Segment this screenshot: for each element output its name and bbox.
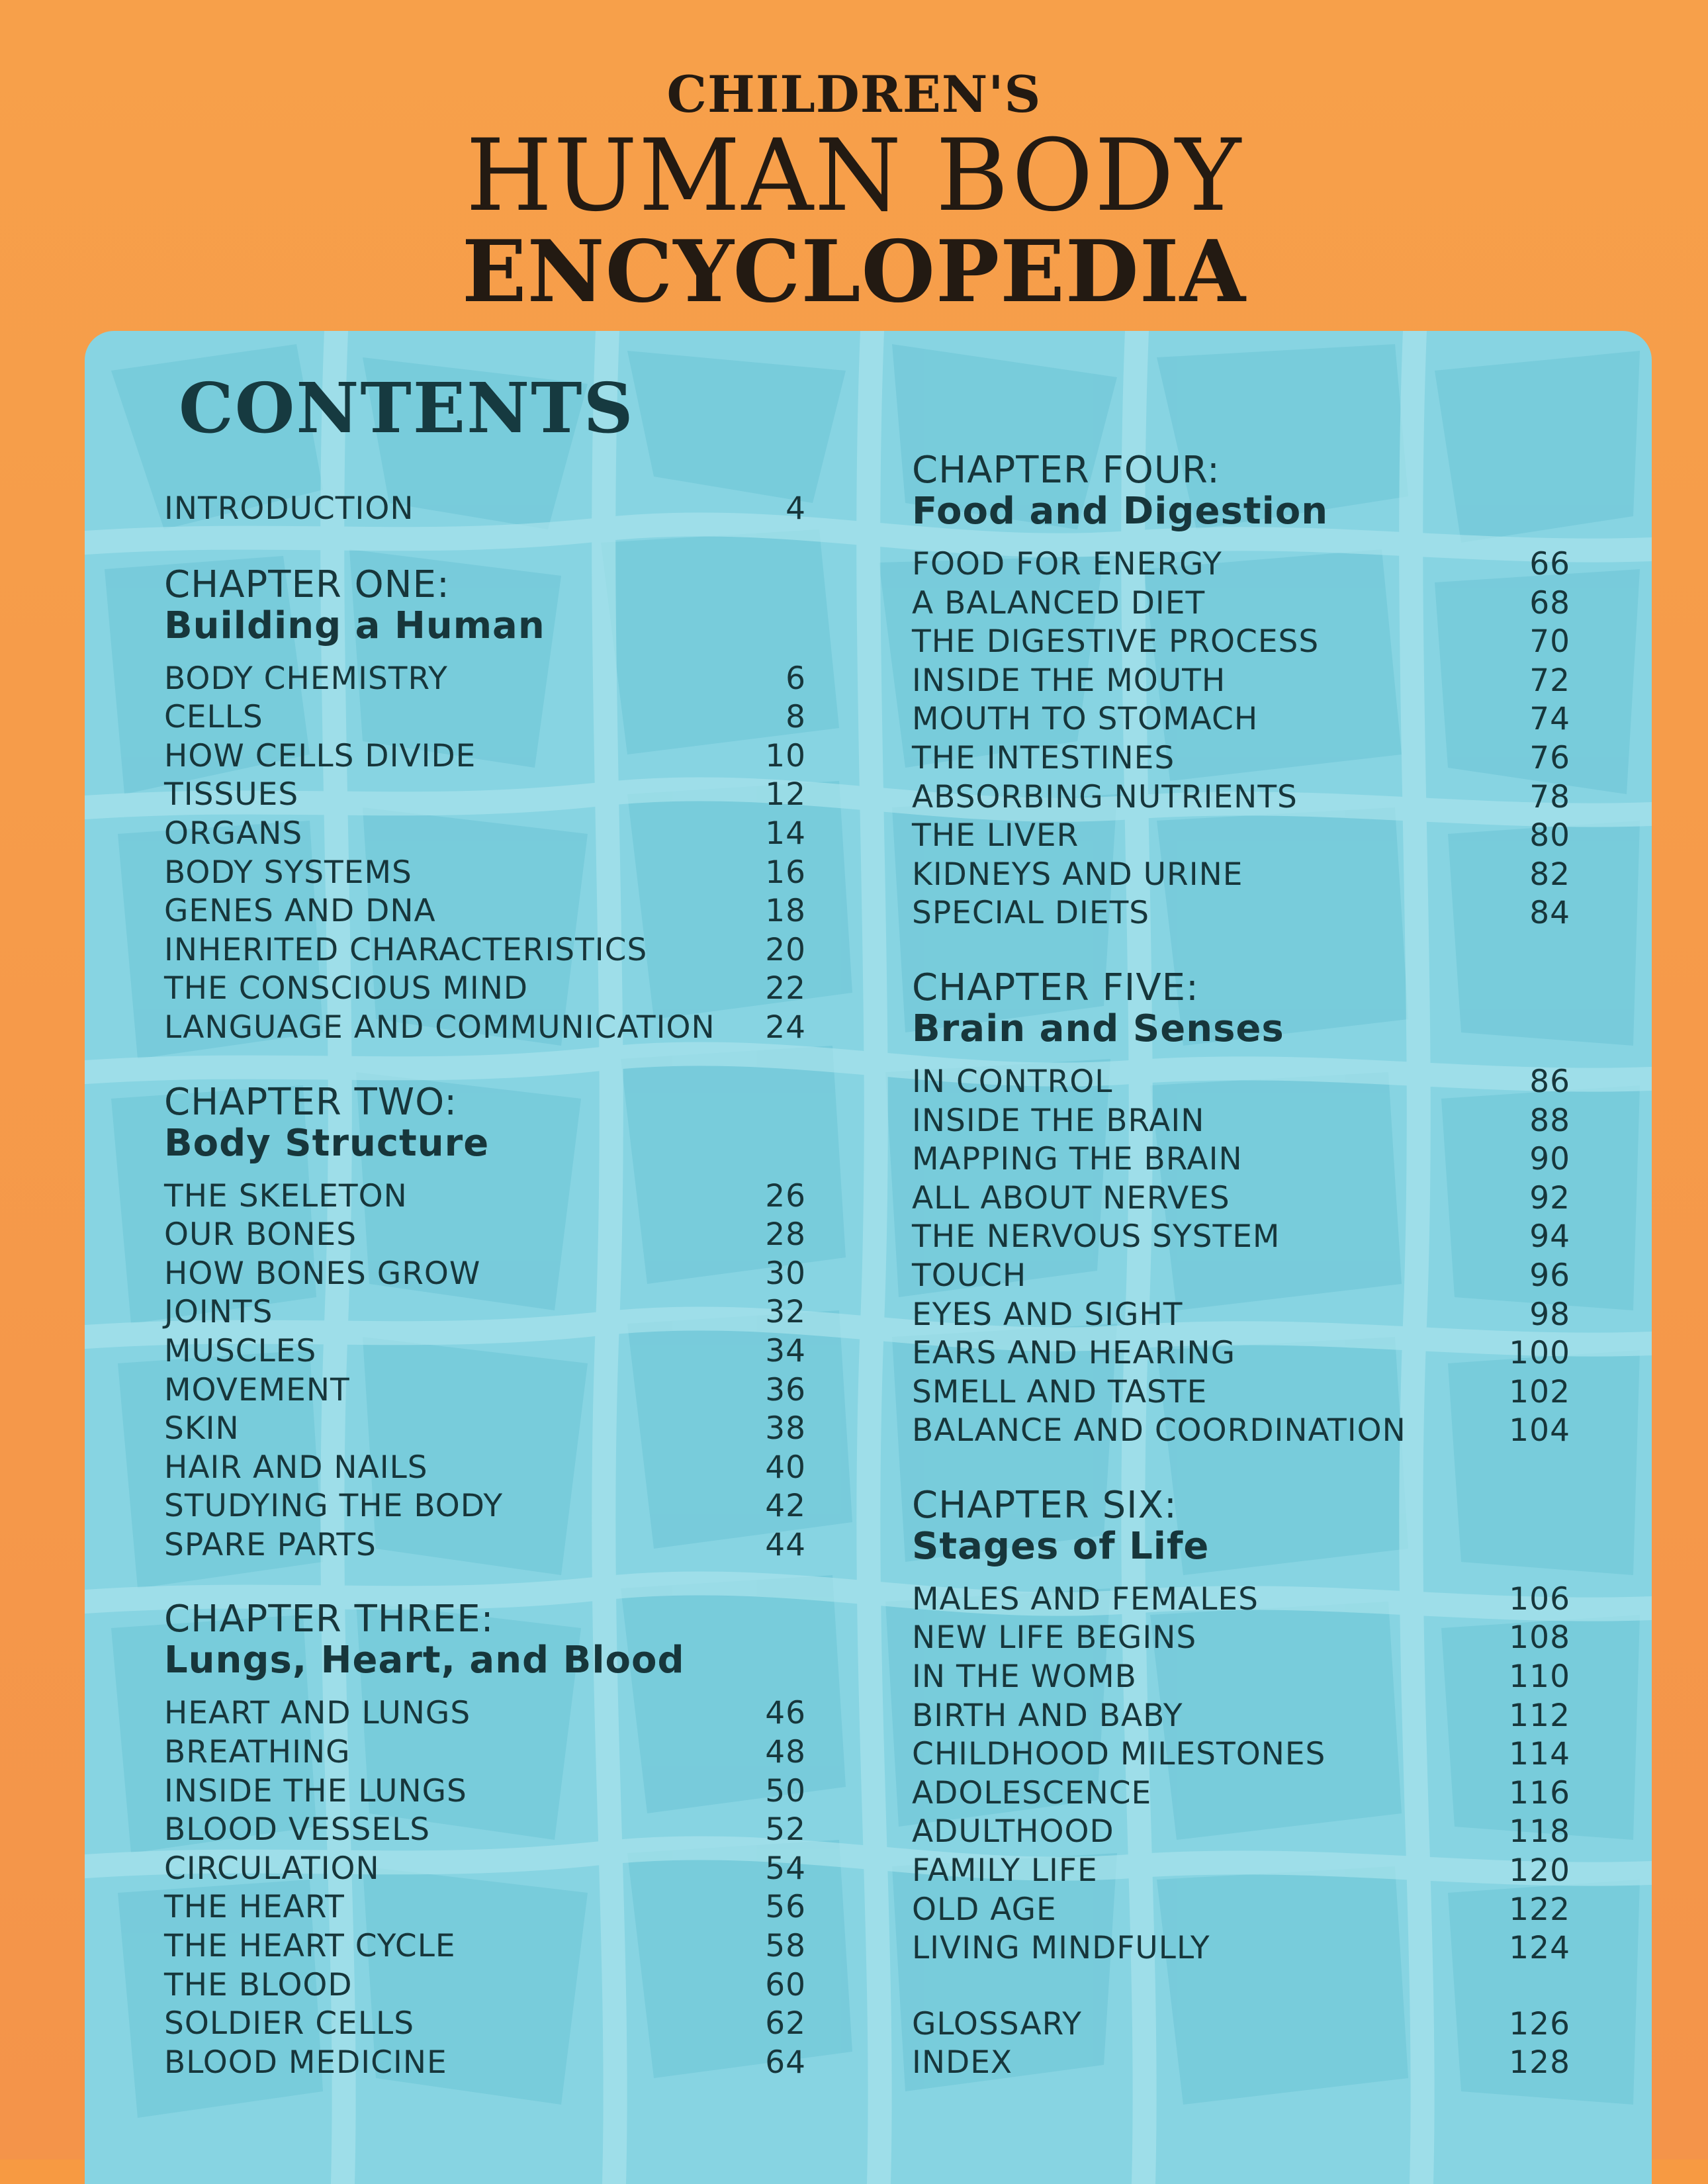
book-title-line2: HUMAN BODY	[465, 118, 1243, 234]
toc-entry-label: IN CONTROL	[912, 1063, 1113, 1100]
toc-entry-label: MOVEMENT	[164, 1371, 350, 1408]
toc-entry	[164, 815, 806, 854]
toc-entry-page: 28	[765, 1216, 806, 1253]
toc-entry-page: 60	[765, 1966, 806, 2003]
toc-entry-page: 90	[1529, 1141, 1570, 1178]
toc-entry-page: 76	[1529, 739, 1570, 776]
toc-entry-label: BREATHING	[164, 1734, 351, 1771]
toc-entry	[912, 1140, 1570, 1179]
toc-entry-page: 126	[1509, 2005, 1570, 2042]
toc-entry-label: EARS AND HEARING	[912, 1335, 1236, 1372]
chapter-number: CHAPTER FOUR:	[912, 449, 1220, 492]
toc-entry-label: MUSCLES	[164, 1332, 317, 1369]
book-title-line1: CHILDREN'S	[666, 65, 1042, 124]
toc-entry-page: 98	[1529, 1296, 1570, 1333]
toc-entry-page: 10	[765, 737, 806, 774]
toc-entry-label: INSIDE THE MOUTH	[912, 662, 1226, 699]
end-matter	[912, 2005, 1570, 2083]
toc-entry-page: 6	[786, 660, 806, 697]
toc-entry-page: 116	[1509, 1774, 1570, 1811]
toc-entry	[912, 1179, 1570, 1218]
toc-entry	[164, 2044, 806, 2083]
chapter-three	[164, 1599, 806, 2082]
toc-entry	[164, 1966, 806, 2005]
toc-entry-label: THE DIGESTIVE PROCESS	[912, 623, 1320, 660]
toc-entry-page: 80	[1529, 817, 1570, 854]
toc-entry-page: 128	[1509, 2044, 1570, 2081]
toc-entry	[912, 1296, 1570, 1335]
toc-entry-label: NEW LIFE BEGINS	[912, 1619, 1197, 1657]
toc-entry-introduction	[164, 490, 806, 529]
toc-entry-label: SPECIAL DIETS	[912, 895, 1150, 932]
toc-entry-page: 96	[1529, 1257, 1570, 1294]
toc-entry-page: 84	[1529, 895, 1570, 932]
toc-entry-page: 74	[1529, 701, 1570, 738]
toc-entry	[164, 1255, 806, 1294]
toc-entry-label: THE INTESTINES	[912, 739, 1175, 776]
toc-entry-label: THE SKELETON	[164, 1177, 408, 1214]
toc-entry	[912, 1412, 1570, 1451]
toc-entry-page: 82	[1529, 856, 1570, 893]
chapter-name: Food and Digestion	[912, 490, 1329, 533]
toc-entry-page: 118	[1509, 1813, 1570, 1850]
toc-entry-label: BALANCE AND COORDINATION	[912, 1412, 1406, 1449]
toc-entry	[164, 1888, 806, 1927]
toc-entry	[164, 1487, 806, 1526]
chapter-number: CHAPTER THREE:	[164, 1598, 494, 1641]
toc-entry-page: 88	[1529, 1102, 1570, 1139]
toc-entry-page: 34	[765, 1332, 806, 1369]
toc-entry-label: BLOOD VESSELS	[164, 1811, 431, 1848]
toc-entry-page: 48	[765, 1734, 806, 1771]
toc-entry-label: SOLDIER CELLS	[164, 2005, 415, 2042]
toc-entry	[164, 970, 806, 1009]
toc-entry-page: 68	[1529, 584, 1570, 621]
toc-entry-label: THE LIVER	[912, 817, 1079, 854]
toc-entry	[164, 854, 806, 893]
toc-entry	[164, 698, 806, 737]
chapter-name: Stages of Life	[912, 1524, 1210, 1568]
toc-entry-page: 70	[1529, 623, 1570, 660]
toc-entry	[164, 1811, 806, 1850]
toc-entry-page: 26	[765, 1177, 806, 1214]
toc-entry-label: INSIDE THE BRAIN	[912, 1102, 1205, 1139]
toc-entry-label: OLD AGE	[912, 1891, 1057, 1928]
chapter-one	[164, 565, 806, 1048]
toc-entry-label: MAPPING THE BRAIN	[912, 1141, 1243, 1178]
toc-entry	[164, 1177, 806, 1216]
toc-entry	[164, 1009, 806, 1048]
contents-heading: CONTENTS	[179, 367, 635, 449]
toc-entry-page: 112	[1509, 1697, 1570, 1734]
toc-entry-page: 32	[765, 1294, 806, 1331]
toc-entry-page: 44	[765, 1526, 806, 1563]
toc-entry-page: 8	[786, 699, 806, 736]
toc-entry-page: 24	[765, 1009, 806, 1046]
chapter-number: CHAPTER SIX:	[912, 1483, 1177, 1527]
toc-entry-label: CIRCULATION	[164, 1850, 380, 1887]
toc-entry	[912, 1852, 1570, 1891]
toc-entry-label: FOOD FOR ENERGY	[912, 546, 1222, 582]
toc-entry	[164, 892, 806, 931]
chapter-two	[164, 1082, 806, 1565]
toc-entry-page: 114	[1509, 1736, 1570, 1773]
toc-entry-label: HEART AND LUNGS	[164, 1695, 471, 1732]
toc-entry-label: KIDNEYS AND URINE	[912, 856, 1243, 893]
toc-entry-page: 54	[765, 1850, 806, 1887]
chapter-name: Lungs, Heart, and Blood	[164, 1639, 685, 1682]
toc-entry	[164, 1371, 806, 1410]
toc-entry-label: HAIR AND NAILS	[164, 1449, 428, 1486]
chapter-six	[912, 1485, 1570, 1968]
toc-entry-label: FAMILY LIFE	[912, 1852, 1098, 1889]
toc-entry-page: 18	[765, 893, 806, 930]
toc-entry-label: INSIDE THE LUNGS	[164, 1772, 467, 1809]
toc-entry	[912, 894, 1570, 933]
toc-entry-label: ADOLESCENCE	[912, 1774, 1152, 1811]
toc-entry	[164, 776, 806, 815]
toc-entry	[164, 2005, 806, 2044]
toc-entry	[912, 545, 1570, 584]
toc-entry-page: 14	[765, 815, 806, 852]
toc-entry-label: ADULTHOOD	[912, 1813, 1114, 1850]
toc-entry-page: 86	[1529, 1063, 1570, 1100]
toc-entry	[912, 1257, 1570, 1296]
toc-entry	[912, 739, 1570, 778]
toc-entry-label: INHERITED CHARACTERISTICS	[164, 931, 648, 968]
toc-entry-page: 78	[1529, 778, 1570, 815]
toc-entry-page: 108	[1509, 1619, 1570, 1657]
toc-entry-label: ALL ABOUT NERVES	[912, 1179, 1230, 1216]
toc-entry	[164, 1216, 806, 1255]
chapter-five	[912, 968, 1570, 1451]
toc-entry-label: GENES AND DNA	[164, 893, 436, 930]
toc-entry-page: 22	[765, 970, 806, 1007]
toc-entry-page: 16	[765, 854, 806, 891]
toc-entry	[912, 1774, 1570, 1813]
toc-entry-label: TOUCH	[912, 1257, 1027, 1294]
toc-entry-label: TISSUES	[164, 776, 299, 813]
contents-right-column	[912, 450, 1570, 2083]
toc-entry-label: HOW BONES GROW	[164, 1255, 481, 1292]
toc-entry	[164, 1526, 806, 1565]
toc-entry-label: INDEX	[912, 2044, 1013, 2081]
chapter-name: Building a Human	[164, 604, 545, 647]
toc-entry-label: THE HEART CYCLE	[164, 1928, 456, 1965]
toc-entry	[912, 817, 1570, 856]
chapter-number: CHAPTER ONE:	[164, 563, 450, 606]
toc-entry-page: 110	[1509, 1659, 1570, 1696]
chapter-number: CHAPTER FIVE:	[912, 966, 1199, 1009]
toc-entry	[164, 1733, 806, 1772]
toc-entry-page: 106	[1509, 1580, 1570, 1617]
toc-entry-label: SMELL AND TASTE	[912, 1373, 1208, 1410]
toc-entry	[912, 1580, 1570, 1619]
toc-entry	[164, 1332, 806, 1371]
toc-entry	[164, 1772, 806, 1811]
toc-entry	[912, 1334, 1570, 1373]
toc-entry-label: SPARE PARTS	[164, 1526, 377, 1563]
toc-entry	[912, 1619, 1570, 1658]
toc-entry-label: LANGUAGE AND COMMUNICATION	[164, 1009, 715, 1046]
chapter-four	[912, 450, 1570, 933]
toc-entry-page: 36	[765, 1371, 806, 1408]
toc-entry	[164, 1694, 806, 1733]
chapter-name: Brain and Senses	[912, 1007, 1284, 1050]
toc-entry-label: CELLS	[164, 699, 263, 736]
toc-entry-page: 104	[1509, 1412, 1570, 1449]
toc-entry	[912, 1102, 1570, 1141]
toc-entry	[912, 1373, 1570, 1412]
toc-entry-page: 72	[1529, 662, 1570, 699]
toc-entry-label: BODY CHEMISTRY	[164, 660, 448, 697]
toc-entry-page: 120	[1509, 1852, 1570, 1889]
toc-entry-label: ORGANS	[164, 815, 303, 852]
toc-entry-label: LIVING MINDFULLY	[912, 1930, 1210, 1967]
toc-entry-label: THE NERVOUS SYSTEM	[912, 1218, 1281, 1255]
chapter-name: Body Structure	[164, 1121, 490, 1165]
toc-entry-page: 38	[765, 1410, 806, 1447]
toc-entry-label: BODY SYSTEMS	[164, 854, 412, 891]
toc-entry-page: 64	[765, 2044, 806, 2081]
toc-entry-label: IN THE WOMB	[912, 1659, 1137, 1696]
toc-entry-page: 46	[765, 1695, 806, 1732]
toc-entry-label: MALES AND FEMALES	[912, 1580, 1259, 1617]
toc-entry	[912, 1063, 1570, 1102]
toc-entry	[912, 1891, 1570, 1930]
toc-entry-label: HOW CELLS DIVIDE	[164, 737, 476, 774]
toc-entry-page: 62	[765, 2005, 806, 2042]
toc-entry	[164, 1927, 806, 1966]
toc-entry	[912, 1658, 1570, 1697]
toc-entry-page: 102	[1509, 1373, 1570, 1410]
toc-entry-label: THE HEART	[164, 1889, 345, 1926]
toc-entry-page: 4	[786, 490, 806, 527]
toc-entry	[912, 1735, 1570, 1774]
toc-entry	[164, 931, 806, 970]
toc-entry	[164, 737, 806, 776]
toc-entry-label: ABSORBING NUTRIENTS	[912, 778, 1298, 815]
toc-entry	[912, 700, 1570, 739]
toc-entry-page: 30	[765, 1255, 806, 1292]
toc-entry-index	[912, 2044, 1570, 2083]
toc-entry-page: 20	[765, 931, 806, 968]
toc-entry	[912, 584, 1570, 623]
toc-entry-page: 58	[765, 1928, 806, 1965]
toc-entry-label: STUDYING THE BODY	[164, 1488, 504, 1525]
toc-entry	[912, 778, 1570, 817]
book-title	[0, 65, 1708, 322]
toc-entry-page: 92	[1529, 1179, 1570, 1216]
toc-entry-page: 56	[765, 1889, 806, 1926]
toc-entry-label: A BALANCED DIET	[912, 584, 1206, 621]
book-title-line3: ENCYCLOPEDIA	[462, 222, 1246, 322]
toc-entry-page: 100	[1509, 1335, 1570, 1372]
toc-entry-label: EYES AND SIGHT	[912, 1296, 1183, 1333]
toc-entry-label: BLOOD MEDICINE	[164, 2044, 447, 2081]
toc-entry	[164, 1410, 806, 1449]
toc-entry-label: MOUTH TO STOMACH	[912, 701, 1259, 738]
toc-entry-page: 50	[765, 1772, 806, 1809]
toc-entry	[164, 660, 806, 699]
toc-entry-glossary	[912, 2005, 1570, 2044]
toc-entry-label: JOINTS	[164, 1294, 273, 1331]
toc-entry-page: 40	[765, 1449, 806, 1486]
toc-entry-page: 52	[765, 1811, 806, 1848]
toc-entry	[912, 1218, 1570, 1257]
toc-entry-page: 42	[765, 1488, 806, 1525]
toc-entry	[912, 662, 1570, 701]
toc-entry	[912, 623, 1570, 662]
toc-entry-label: OUR BONES	[164, 1216, 357, 1253]
toc-entry-page: 12	[765, 776, 806, 813]
toc-entry	[912, 1929, 1570, 1968]
toc-entry-label: THE CONSCIOUS MIND	[164, 970, 529, 1007]
chapter-number: CHAPTER TWO:	[164, 1080, 458, 1124]
toc-entry-label: CHILDHOOD MILESTONES	[912, 1736, 1326, 1773]
toc-entry-label: INTRODUCTION	[164, 490, 414, 527]
contents-left-column	[164, 490, 806, 2082]
toc-entry-page: 66	[1529, 546, 1570, 582]
toc-entry	[164, 1850, 806, 1889]
toc-entry-page: 124	[1509, 1930, 1570, 1967]
toc-entry-label: GLOSSARY	[912, 2005, 1082, 2042]
toc-entry-label: BIRTH AND BABY	[912, 1697, 1183, 1734]
toc-entry	[912, 856, 1570, 895]
toc-entry-label: THE BLOOD	[164, 1966, 353, 2003]
toc-entry-page: 94	[1529, 1218, 1570, 1255]
toc-entry	[164, 1449, 806, 1488]
toc-entry	[912, 1813, 1570, 1852]
toc-entry-page: 122	[1509, 1891, 1570, 1928]
toc-entry-label: SKIN	[164, 1410, 240, 1447]
toc-entry	[912, 1697, 1570, 1736]
toc-entry	[164, 1293, 806, 1332]
